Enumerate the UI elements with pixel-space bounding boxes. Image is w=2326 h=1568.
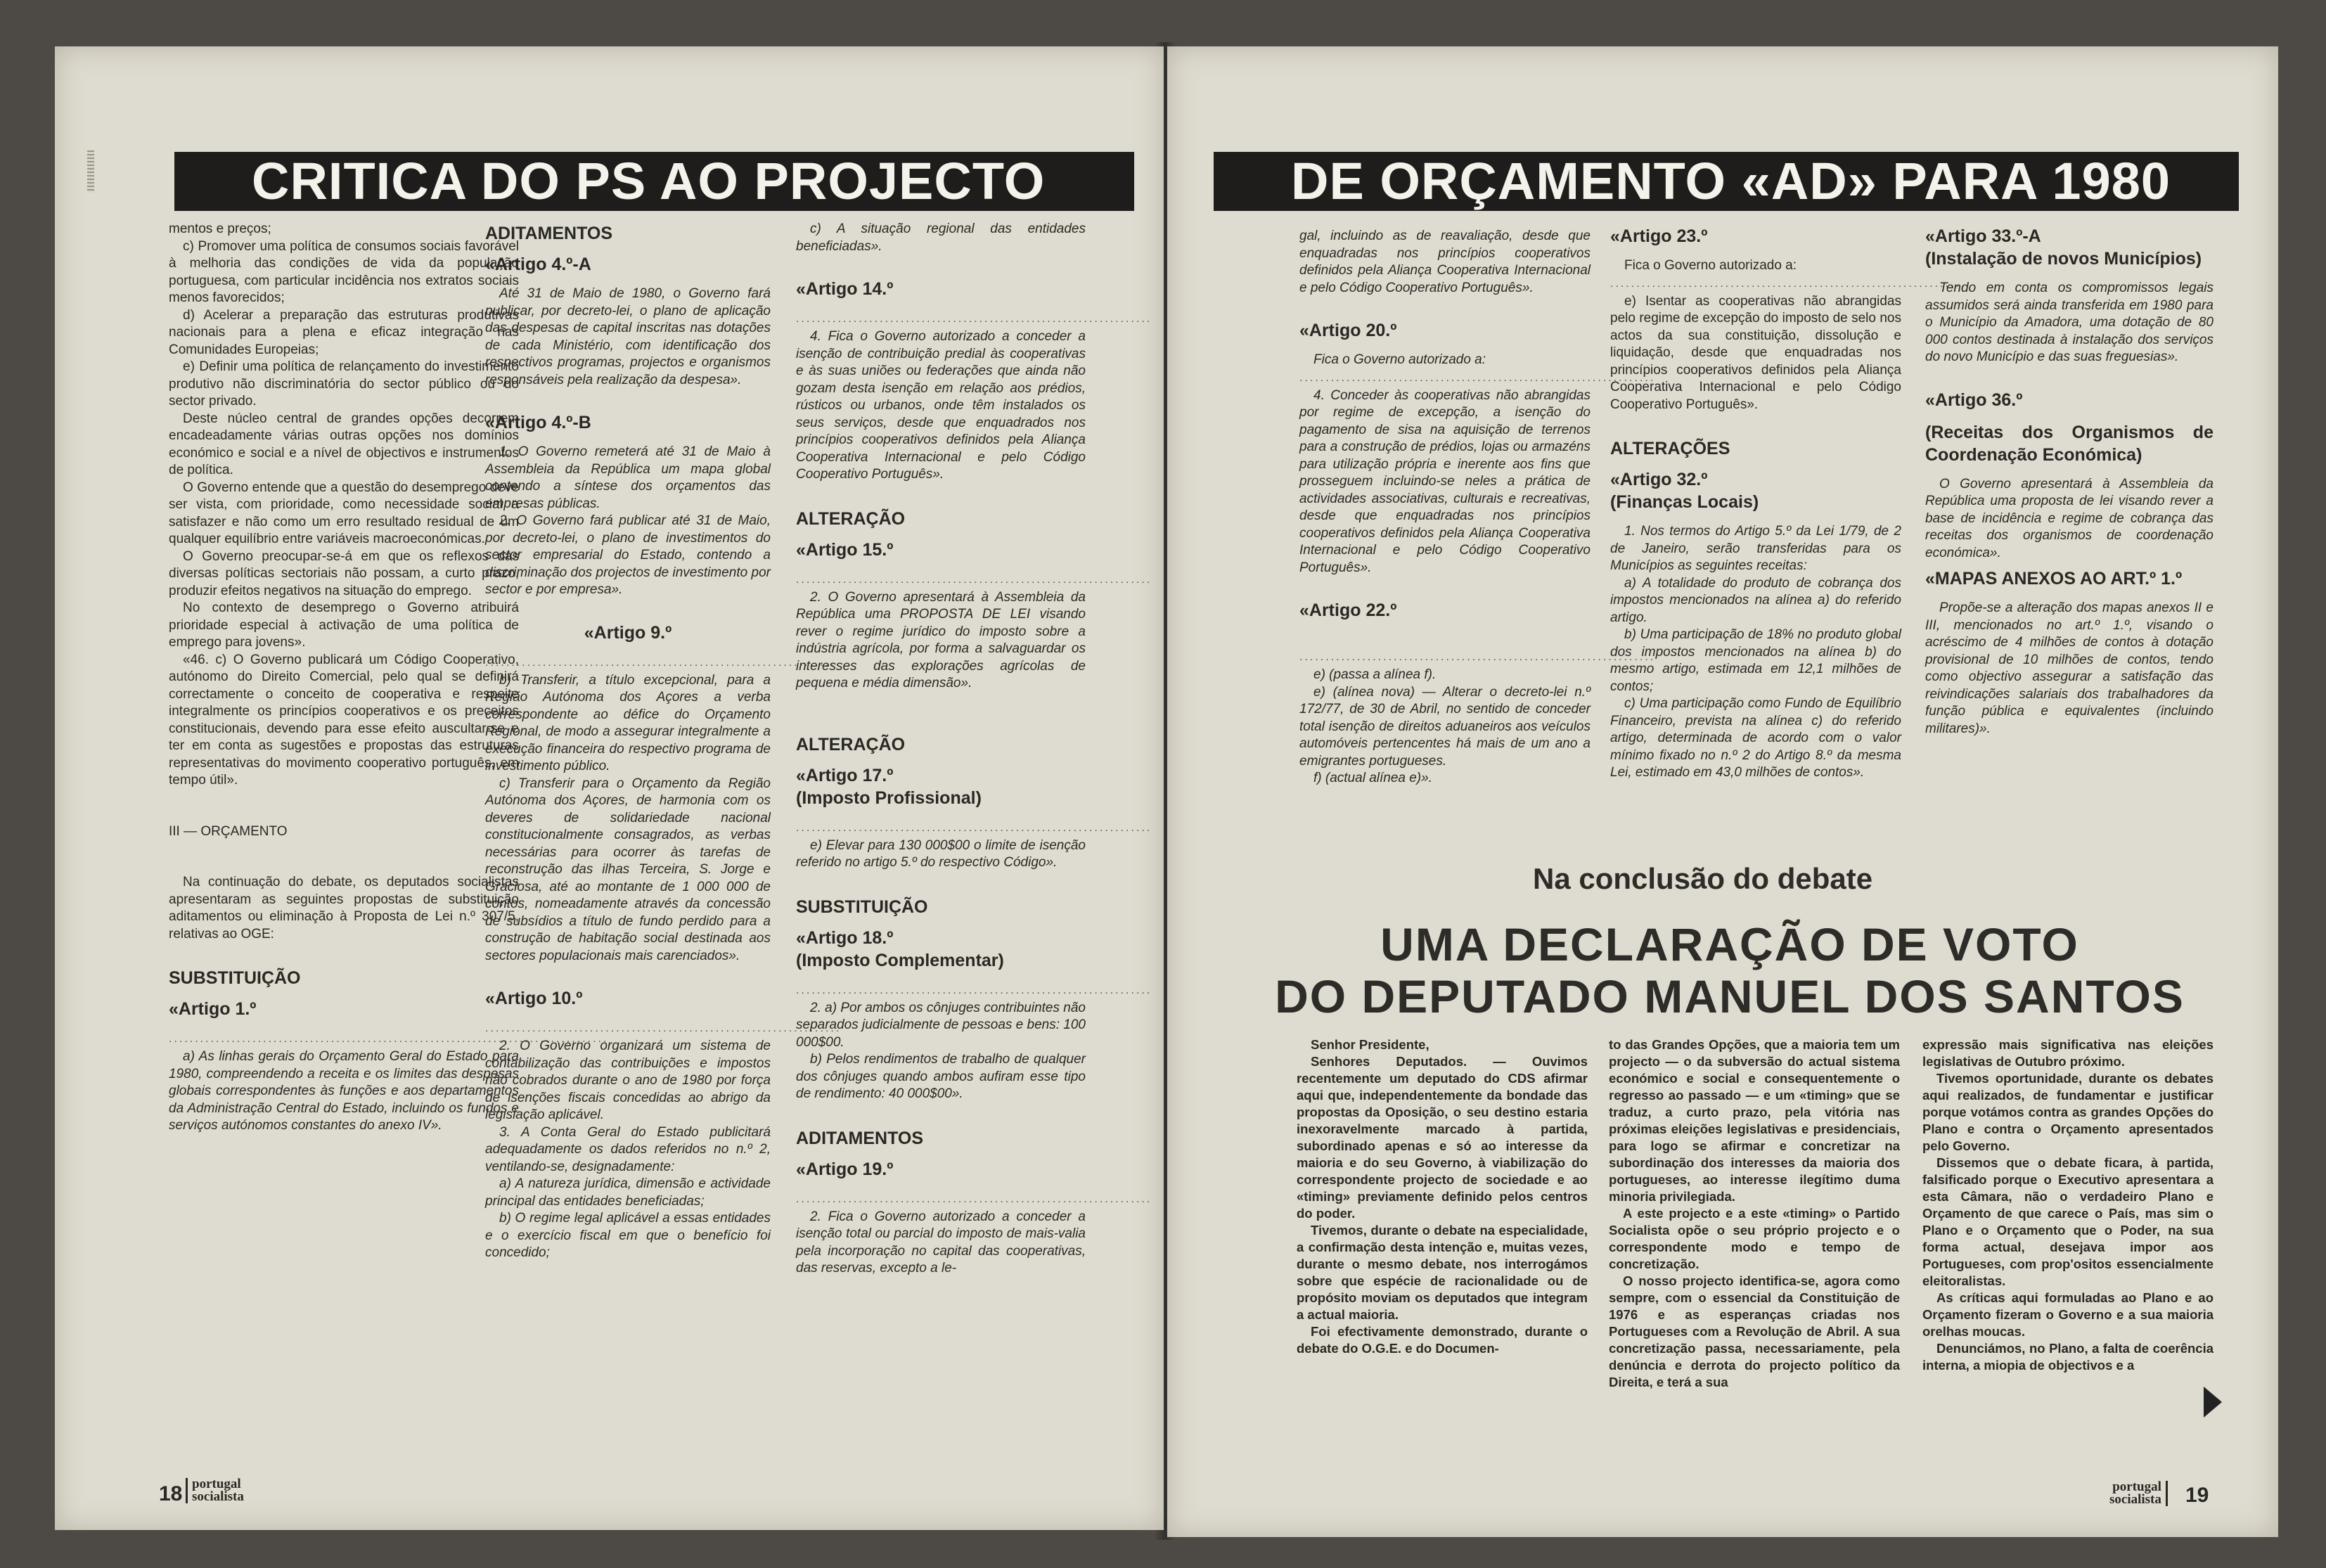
paragraph: 2. Fica o Governo autorizado a conceder a isenção total ou parcial do imposto de mais-valia pela incorporação no capital das cooperativas, das reservas, excepto a le- <box>796 1209 1086 1275</box>
paragraph: Dissemos que o debate ficara, à partida, falsificado porque o Executivo apresentara a esta Câmara, não o verdadeiro Plano e Orçamento de que carece o País, mas sim o Plano e o Orçamento que o Poder, na sua forma actual, desejava impor aos Portugueses, com prop'ositos essencialmente eleitoralistas. <box>1922 1155 2213 1288</box>
paragraph: Até 31 de Maio de 1980, o Governo fará publicar, por decreto-lei, o plano de aplicação das despesas de capital inscritas nas dotações de cada Ministério, com identificação dos respectivos programas, projectos e organismos responsáveis pela realização da despesa». <box>485 286 771 387</box>
paragraph: O Governo entende que a questão do desemprego deve ser vista, com prioridade, como necessidade social a satisfazer e não como um erro resultado residual de um qualquer equilíbrio entre variáveis macroeconómicas. <box>169 480 519 546</box>
section-label: III — ORÇAMENTO <box>169 823 288 839</box>
paragraph: 1. Nos termos do Artigo 5.º da Lei 1/79, de 2 de Janeiro, serão transferidas para os Municípios as seguintes receitas: <box>1610 524 1901 573</box>
paragraph: Fica o Governo autorizado a: <box>1313 352 1486 367</box>
dotted-rule: .................................................................... <box>1299 371 1656 384</box>
article-heading: «Artigo 36.º <box>1925 390 2023 410</box>
paragraph: A este projecto e a este «timing» o Partido Socialista opõe o seu próprio projecto e o correspondente modo e tempo de concretização. <box>1609 1206 1900 1271</box>
paragraph: b) Pelos rendimentos de trabalho de qualquer dos cônjuges quando ambos aufiram esse tipo de rendimento: 40 000$00». <box>796 1052 1086 1101</box>
dotted-rule: .................................................................... <box>1299 651 1656 663</box>
paragraph: b) Uma participação de 18% no produto global dos impostos mencionados na alínea b) do mesmo artigo, estimada em 12,1 milhões de contos; <box>1610 627 1901 694</box>
paragraph: f) (actual alínea e)». <box>1313 771 1432 785</box>
article-heading: «Artigo 15.º <box>796 539 894 560</box>
paragraph: 2. O Governo apresentará à Assembleia da República uma PROPOSTA DE LEI visando rever o regime jurídico do imposto sobre a indústria agrícola, por forma a salvaguardar os interesses das explorações agrícolas de pequena e média dimensão». <box>796 589 1086 690</box>
article-heading: «Artigo 9.º <box>584 622 672 643</box>
paragraph: c) Promover uma política de consumos sociais favorável à melhoria das condições de vida da população portuguesa, com particular incidência nos extratos sociais menos favorecidos; <box>169 238 519 305</box>
paragraph: expressão mais significativa nas eleições legislativas de Outubro próximo. <box>1922 1037 2213 1069</box>
article-heading: «Artigo 19.º <box>796 1159 894 1179</box>
masthead-line: socialista <box>2109 1492 2161 1507</box>
paragraph: Tivemos oportunidade, durante os debates aqui realizados, de fundamentar e justificar porque votámos contra as grandes Opções do Plano e contra o Orçamento apresentados pelo Governo. <box>1922 1071 2213 1153</box>
paragraph: e) (alínea nova) — Alterar o decreto-lei n.º 172/77, de 30 de Abril, no sentido de conceder total isenção de direitos aduaneiros aos veículos automóveis pertencentes há mais de um ano a emigrantes portugueses. <box>1299 684 1591 769</box>
section-heading: SUBSTITUIÇÃO <box>796 897 928 917</box>
paragraph: a) As linhas gerais do Orçamento Geral do Estado para 1980, compreendendo a receita e os limites das despesas globais correspondentes às funções e aos departamentos da Administração Central do Estado, incluindo os fundos e serviços autónomos constantes do anexo IV». <box>169 1049 519 1133</box>
article-heading: «Artigo 4.º-B <box>485 413 591 432</box>
article-subheading: (Imposto Complementar) <box>796 950 1004 970</box>
paragraph: b) Transferir, a título excepcional, para a Região Autónoma dos Açores a verba correspondente ao défice do Orçamento Regional, de modo a assegurar integralmente a execução financeira do respectivo programa de investimento público. <box>485 672 771 773</box>
paragraph: Foi efectivamente demonstrado, durante o debate do O.G.E. e do Documen- <box>1297 1324 1588 1356</box>
declaration-column-1 <box>1297 1036 1588 1357</box>
headline-right: DE ORÇAMENTO «AD» PARA 1980 <box>1214 152 2239 211</box>
paragraph: 4. Conceder às cooperativas não abrangidas por regime de excepção, a isenção do pagamento de sisa na aquisição de terrenos para a construção de prédios, lojas ou armazéns para utilização própria e inerente aos fins que prosseguem incluindo-se neles a prática de actividades associativas, culturais e recreativas, desde que enquadradas nos princípios cooperativos definidos pela Aliança Cooperativa Internacional e pelo Código Cooperativo Português». <box>1299 387 1591 575</box>
paragraph: to das Grandes Opções, que a maioria tem um projecto — o da subversão do actual sistema económico e social e consequentemente o regresso ao passado — e um «timing» que se traduz, a curto prazo, pela vitória nas próximas eleições legislativas e presidenciais, para logo se afirmar e concretizar na subordinação dos interesses da maioria dos portugueses, ao interesse ilegítimo duma minoria privilegiada. <box>1609 1037 1900 1204</box>
dotted-rule: .................................................................... <box>485 656 842 669</box>
paragraph: e) Definir uma política de relançamento do investimento produtivo não discriminatória do sector público ou do sector privado. <box>169 359 519 409</box>
paragraph: e) Isentar as cooperativas não abrangidas pelo regime de excepção do imposto de selo nos actos da sua constituição, dissolução e liquidação, desde que enquadradas nos princípios cooperativos definidos pela Aliança Cooperativa Internacional e pelo Código Cooperativo Português». <box>1610 293 1901 412</box>
section-heading: ALTERAÇÃO <box>796 734 906 754</box>
dotted-rule: .................................................................................... <box>169 1033 609 1045</box>
left-column-3 <box>796 221 1152 1278</box>
masthead-logo <box>186 1478 244 1503</box>
paragraph: 2. O Governo organizará um sistema de contabilização das contribuições e impostos não cobrados durante o ano de 1980 por força de isenções fiscais concedidas ao abrigo da legislação aplicável. <box>485 1039 771 1122</box>
article-heading: «Artigo 10.º <box>485 989 583 1008</box>
paragraph: 3. A Conta Geral do Estado publicitará adequadamente os dados referidos no n.º 2, ventilando-se, designadamente: <box>485 1124 771 1174</box>
declaration-title <box>1273 918 2187 1022</box>
section-heading: ALTERAÇÃO <box>796 508 906 529</box>
paragraph: No contexto de desemprego o Governo atribuirá prioridade especial à activação de uma política de emprego para jovens». <box>169 600 519 650</box>
paragraph: 2. a) Por ambos os cônjuges contribuintes não separados judicialmente de pessoas e bens: 100 000$00. <box>796 1000 1086 1050</box>
paragraph: Tendo em conta os compromissos legais assumidos será ainda transferida em 1980 para o Município da Amadora, uma dotação de 80 000 contos destinada à instalação dos serviços do novo Município e das suas freguesias». <box>1925 281 2213 364</box>
binding-tab <box>87 150 94 193</box>
article-subheading: (Receitas dos Organismos de Coordenação Económica) <box>1925 422 2213 465</box>
article-heading: «Artigo 14.º <box>796 279 894 299</box>
article-heading: «Artigo 20.º <box>1299 321 1397 340</box>
paragraph: Na continuação do debate, os deputados socialistas apresentaram as seguintes propostas de substituição aditamentos ou eliminação à Proposta de Lei n.º 307/5, relativas ao OGE: <box>169 875 519 942</box>
masthead-logo <box>2109 1481 2168 1506</box>
paragraph: gal, incluindo as de reavaliação, desde que enquadradas nos princípios cooperativos definidos pela Aliança Cooperativa Internacional e pelo Código Cooperativo Português». <box>1299 229 1591 295</box>
paragraph: a) A natureza jurídica, dimensão e actividade principal das entidades beneficiadas; <box>485 1176 771 1209</box>
paragraph: O Governo apresentará à Assembleia da República uma proposta de lei visando rever a base de incidência e regime de cobrança das receitas dos organismos de coordenação económica». <box>1925 476 2213 560</box>
section-heading: ADITAMENTOS <box>796 1128 924 1148</box>
dotted-rule: .................................................................... <box>796 984 1152 996</box>
article-heading: «Artigo 33.º-A <box>1925 226 2041 246</box>
section-heading: SUBSTITUIÇÃO <box>169 968 301 988</box>
dotted-rule: .................................................................... <box>485 1022 842 1034</box>
article-subheading: (Imposto Profissional) <box>796 788 982 808</box>
paragraph: Propõe-se a alteração dos mapas anexos II e III, mencionados no art.º 1.º, visando o acréscimo de 4 milhões de contos à dotação provisional de 10 milhões de contos, tendo como objectivo assegurar a satisfação das reivindicações salariais dos trabalhadores da função pública e equivalentes (incluindo militares)». <box>1925 600 2213 736</box>
article-subheading: (Finanças Locais) <box>1610 492 1759 512</box>
title-line: DO DEPUTADO MANUEL DOS SANTOS <box>1275 970 2185 1022</box>
paragraph: Fica o Governo autorizado a: <box>1624 258 1797 273</box>
section-heading: ADITAMENTOS <box>485 224 613 243</box>
paragraph: c) Transferir para o Orçamento da Região Autónoma dos Açores, de harmonia com os deveres de solidariedade nacional constitucionalmente consagrados, as verbas necessárias para ocorrer às tarefas de reconstrução das ilhas Terceira, S. Jorge e Graciosa, até ao montante de 1 000 000 de contos, nomeadamente através da concessão de subsídios a título de fundo perdido para a construção de habitação social destinada aos sectores populacionais mais carenciados». <box>485 776 771 963</box>
article-heading: «Artigo 1.º <box>169 999 257 1019</box>
paragraph: Deste núcleo central de grandes opções decorrem encadeadamente várias outras opções nos domínios económico e social e a nível de objectivos e instrumentos de política. <box>169 411 519 477</box>
article-heading: «MAPAS ANEXOS AO ART.º 1.º <box>1925 569 2183 589</box>
right-page <box>1167 46 2278 1537</box>
right-column-2 <box>1610 225 1967 782</box>
dotted-rule: .................................................................... <box>796 821 1152 834</box>
paragraph: 2. O Governo fará publicar até 31 de Maio, por decreto-lei, o plano de investimentos do sector empresarial do Estado, contendo a discriminação dos projectos de investimento por sector e por empresa». <box>485 513 771 597</box>
article-subheading: (Instalação de novos Municípios) <box>1925 249 2202 269</box>
title-line: UMA DECLARAÇÃO DE VOTO <box>1380 918 2079 970</box>
article-heading: «Artigo 17.º <box>796 765 894 785</box>
declaration-column-2 <box>1609 1036 1900 1391</box>
declaration-column-3 <box>1922 1036 2213 1374</box>
left-page <box>55 46 1164 1530</box>
paragraph: d) Acelerar a preparação das estruturas produtivas nacionais para a plena e eficaz integração nas Comunidades Europeias; <box>169 307 519 357</box>
paragraph: Denunciámos, no Plano, a falta de coerência interna, a miopia de objectivos e a <box>1922 1341 2213 1373</box>
paragraph: c) Uma participação como Fundo de Equilíbrio Financeiro, prevista na alínea c) do referido artigo, determinada de acordo com o valor mínimo fixado no n.º 2 do Artigo 8.º da mesma Lei, estimado em 43,0 milhões de contos». <box>1610 696 1901 780</box>
dotted-rule: .................................................................... <box>796 1193 1152 1205</box>
article-heading: «Artigo 18.º <box>796 927 894 948</box>
paragraph: b) O regime legal aplicável a essas entidades e o exercício fiscal em que o benefício foi concedido; <box>485 1211 771 1260</box>
paragraph: «46. c) O Governo publicará um Código Cooperativo, autónomo do Direito Comercial, pelo qual se definirá correctamente o conceito de cooperativa e respeite integralmente os princípios cooperativos e os preceitos constitucionais, devendo para esse efeito auscultar-se e ter em conta as sugestões e propostas das estruturas representativas do movimento cooperativo português, em tempo útil». <box>169 652 519 788</box>
page-number: 19 <box>2185 1484 2209 1507</box>
masthead-line: portugal <box>2112 1479 2161 1494</box>
paragraph: a) A totalidade do produto de cobrança dos impostos mencionados na alínea a) do referido artigo. <box>1610 575 1901 625</box>
paragraph: 1. O Governo remeterá até 31 de Maio à Assembleia da República um mapa global contendo a síntese dos orçamentos das empresas públicas. <box>485 444 771 511</box>
dotted-rule: .................................................................... <box>796 313 1152 325</box>
section-heading: ALTERAÇÕES <box>1610 439 1730 458</box>
article-heading: «Artigo 22.º <box>1299 600 1397 620</box>
kicker: Na conclusão do debate <box>1533 862 1873 895</box>
paragraph: e) (passa a alínea f). <box>1313 667 1437 682</box>
masthead-line: socialista <box>192 1489 244 1504</box>
article-heading: «Artigo 23.º <box>1610 226 1708 246</box>
page-number: 18 <box>159 1482 183 1505</box>
paragraph: O Governo preocupar-se-á em que os reflexos das diversas políticas sectoriais não possam, a curto prazo, produzir efeitos negativos na situação do emprego. <box>169 548 519 598</box>
paragraph: e) Elevar para 130 000$00 o limite de isenção referido no artigo 5.º do respectivo Código». <box>796 837 1086 870</box>
paragraph: mentos e preços; <box>169 221 271 236</box>
paragraph: As críticas aqui formuladas ao Plano e ao Orçamento fizeram o Governo e a sua maioria orelhas moucas. <box>1922 1290 2213 1339</box>
paragraph: Senhores Deputados. — Ouvimos recentemente um deputado do CDS afirmar aqui que, independentemente da bondade das propostas da Oposição, o seu destino estaria inexoravelmente marcado à partida, subordinado apenas e só ao interesse da maioria e do seu Governo, à viabilização do correspondente projecto de sociedade e ao «timing» previamente definido pelos centros do poder. <box>1297 1054 1588 1221</box>
article-heading: «Artigo 32.º <box>1610 470 1708 489</box>
article-heading: «Artigo 4.º-A <box>485 255 591 274</box>
paragraph: Senhor Presidente, <box>1311 1037 1429 1052</box>
left-column-2 <box>485 222 842 1262</box>
right-column-3 <box>1925 225 2213 738</box>
headline-left: CRITICA DO PS AO PROJECTO <box>174 152 1134 211</box>
continue-arrow-icon <box>2204 1387 2222 1418</box>
right-column-1 <box>1299 228 1656 788</box>
masthead-line: portugal <box>192 1477 241 1491</box>
paragraph: 4. Fica o Governo autorizado a conceder a isenção de contribuição predial às cooperativas e às suas uniões ou federações que ainda não gozam desta isenção em relação aos prédios, rústicos ou urbanos, onde têm instalados os seus serviços, desde que enquadrados nos princípios cooperativos definidos pela Aliança Cooperativa Internacional e pelo Código Cooperativo Português». <box>796 329 1086 482</box>
dotted-rule: .................................................................... <box>1610 277 1967 290</box>
dotted-rule: .................................................................... <box>796 573 1152 586</box>
paragraph: Tivemos, durante o debate na especialidade, a confirmação desta intenção e, muitas vezes, durante o mesmo debate, nos interrogámos sobre que espécie de racionalidade ou de propósito moviam os deputados que integram a actual maioria. <box>1297 1223 1588 1322</box>
paragraph: O nosso projecto identifica-se, agora como sempre, com o essencial da Constituição de 1976 e as esperanças criadas nos Portugueses com a Revolução de Abril. A sua concretização passa, necessariamente, pela denúncia e derrota do projecto político da Direita, e terá a sua <box>1609 1273 1900 1389</box>
paragraph: c) A situação regional das entidades beneficiadas». <box>796 221 1086 254</box>
